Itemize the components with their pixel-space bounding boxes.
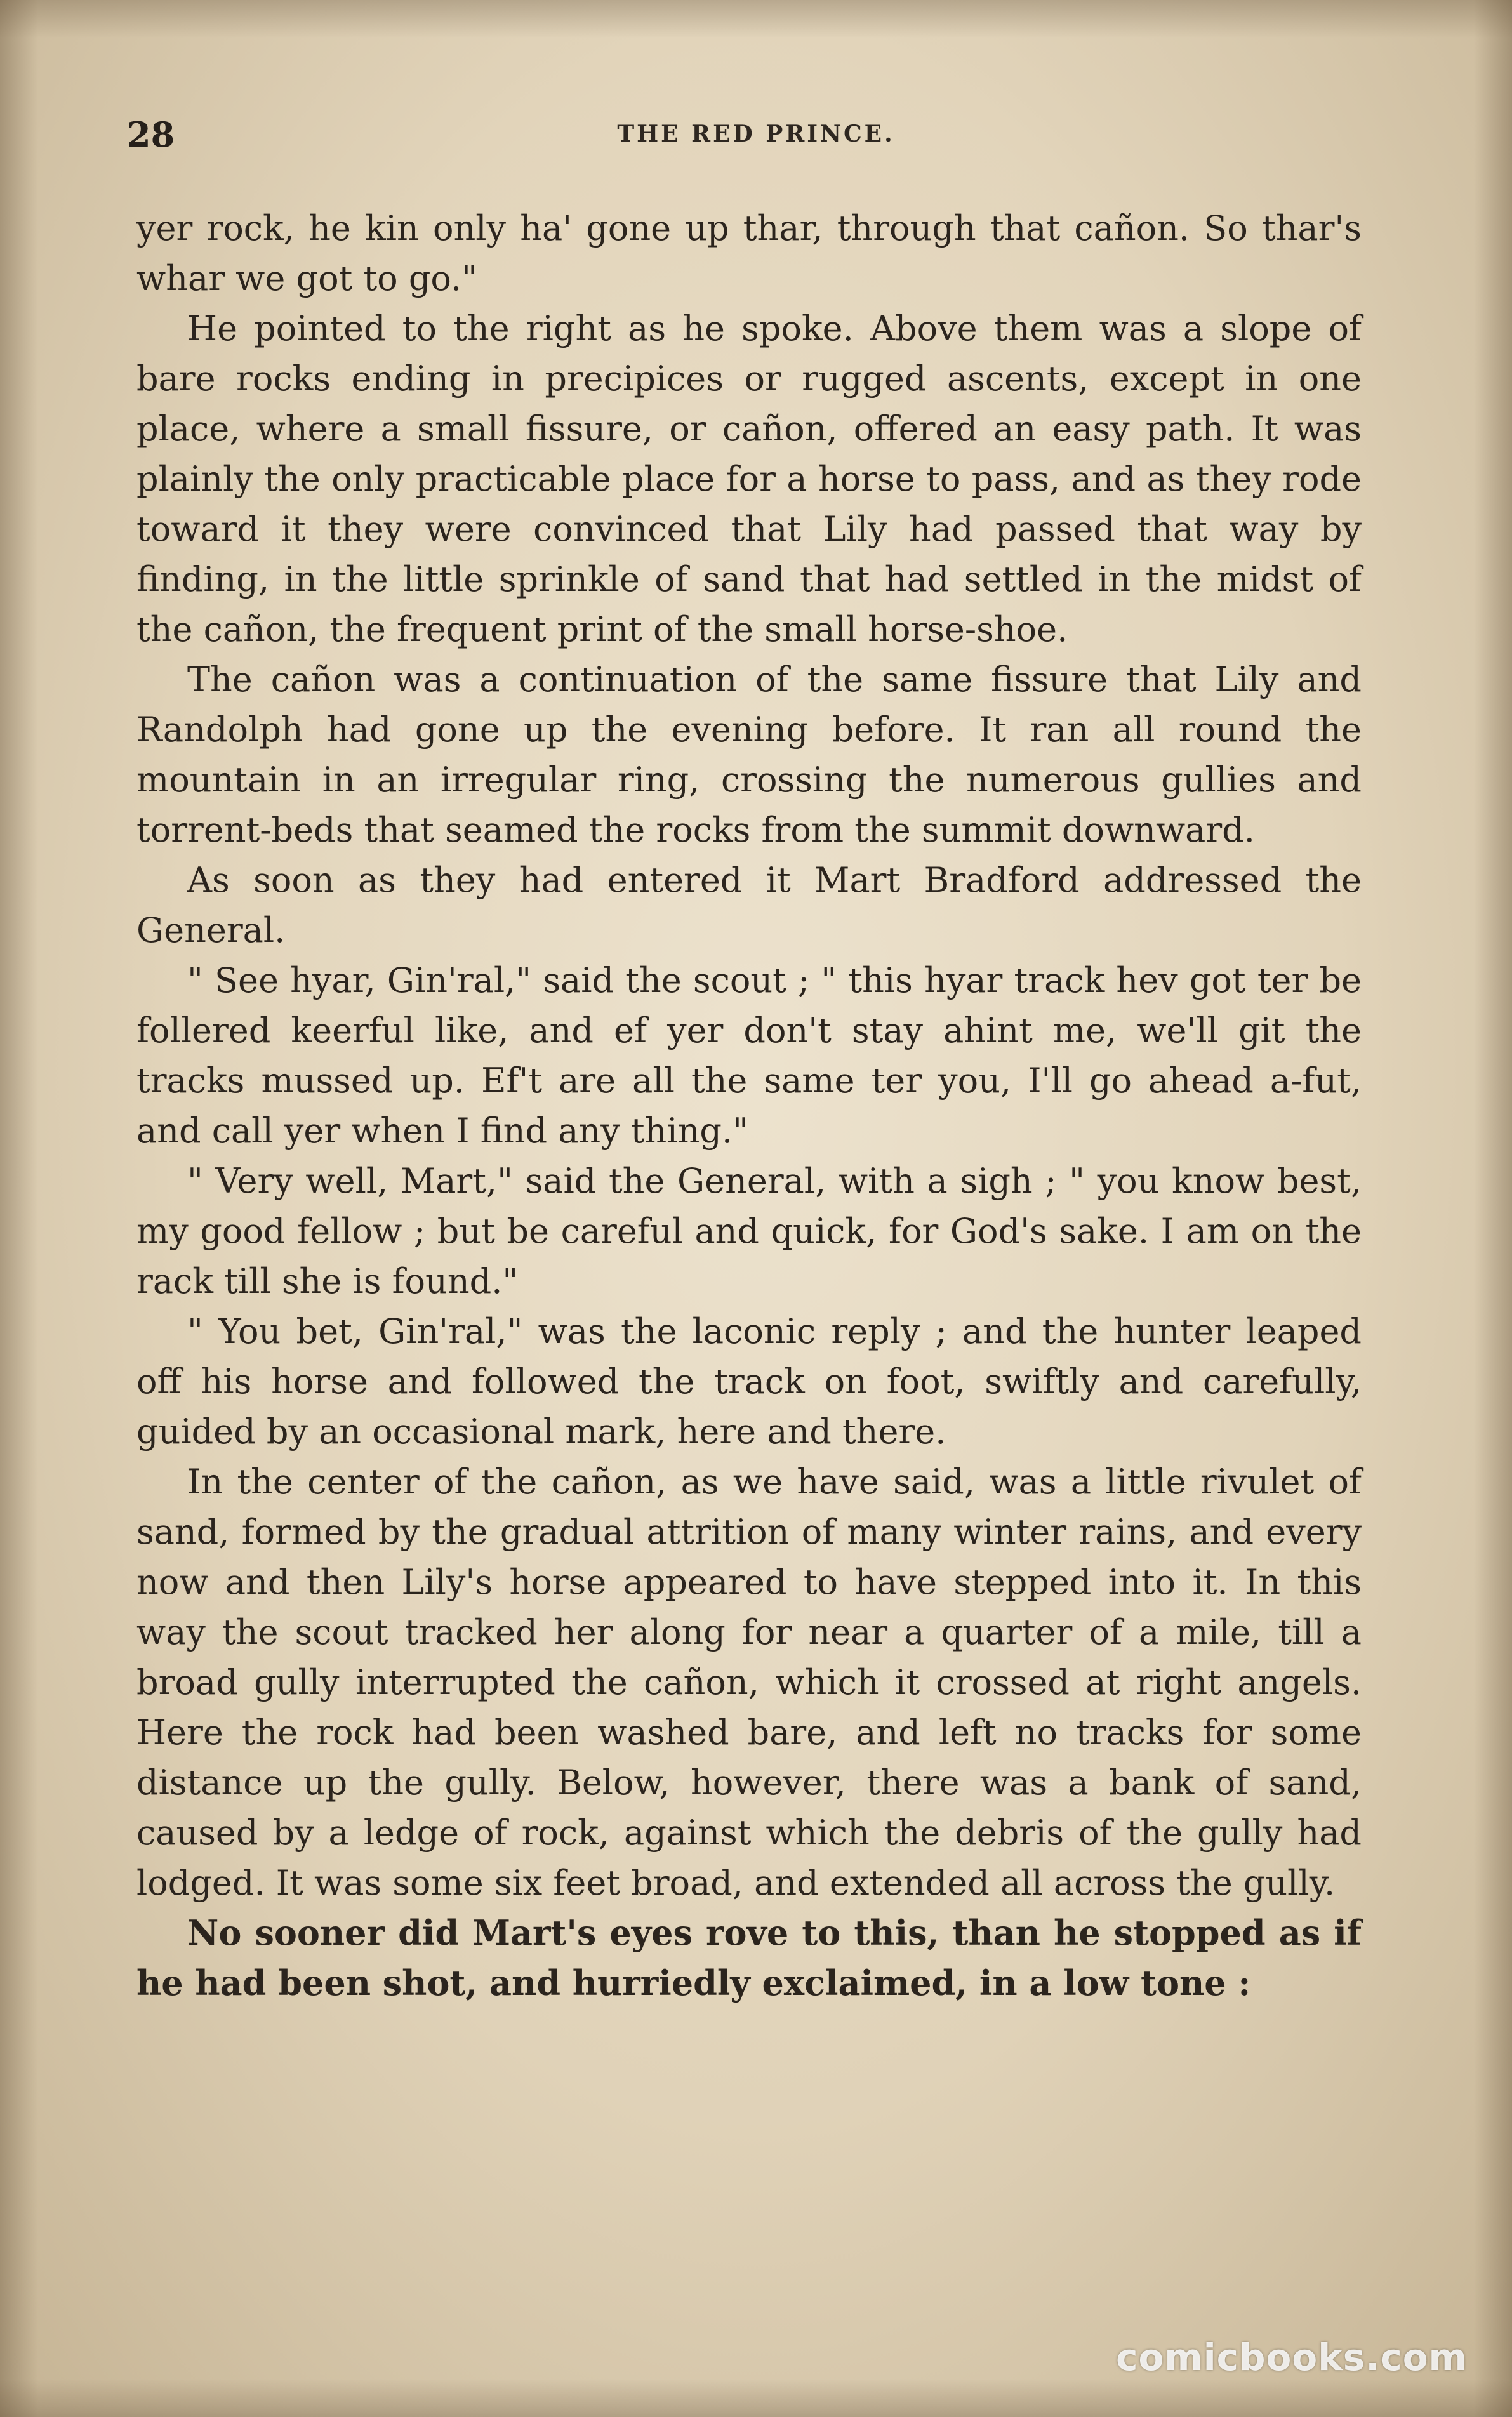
- paragraph-continuation: yer rock, he kin only ha' gone up thar, through that cañon. So thar's whar we got to go.": [136, 208, 1362, 298]
- paragraph-dialogue: " Very well, Mart," said the General, with a sigh ; " you know best, my good fellow ; but be careful and quick, for God's sake. I am on the rack till she is found.": [136, 1161, 1362, 1301]
- page-edge-shadow-left: [0, 0, 38, 2417]
- body-text: [136, 203, 1362, 2008]
- paragraph: In the center of the cañon, as we have said, was a little rivulet of sand, formed by the gradual attrition of many winter rains, and every now and then Lily's horse appeared to have stepped into it. In this way the scout tracked her along for near a quarter of a mile, till a broad gully interrupted the cañon, which it crossed at right angels. Here the rock had been washed bare, and left no tracks for some distance up the gully. Below, however, there was a bank of sand, caused by a ledge of rock, against which the debris of the gully had lodged. It was some six feet broad, and extended all across the gully.: [136, 1462, 1362, 1903]
- paragraph: He pointed to the right as he spoke. Above them was a slope of bare rocks ending in precipices or rugged ascents, except in one place, where a small fissure, or cañon, offered an easy path. It was plainly the only practicable place for a horse to pass, and as they rode toward it they were convinced that Lily had passed that way by finding, in the little sprinkle of sand that had settled in the midst of the cañon, the frequent print of the small horse-shoe.: [136, 308, 1362, 649]
- watermark: comicbooks.com: [1116, 2336, 1468, 2379]
- page-edge-shadow-top: [0, 0, 1512, 38]
- page-header: [127, 114, 1385, 159]
- paragraph: The cañon was a continuation of the same fissure that Lily and Randolph had gone up the evening before. It ran all round the mountain in an irregular ring, crossing the numerous gullies and torrent-beds that seamed the rocks from the summit downward.: [136, 659, 1362, 850]
- paragraph-dialogue: " You bet, Gin'ral," was the laconic reply ; and the hunter leaped off his horse and followed the track on foot, swiftly and carefully, guided by an occasional mark, here and there.: [136, 1311, 1362, 1452]
- page-edge-shadow-right: [1474, 0, 1512, 2417]
- paragraph: As soon as they had entered it Mart Bradford addressed the General.: [136, 860, 1362, 950]
- paragraph-dialogue: " See hyar, Gin'ral," said the scout ; " this hyar track hev got ter be follered keerful like, and ef yer don't stay ahint me, we'll git the tracks mussed up. Ef't are all the same ter you, I'll go ahead a-fut, and call yer when I find any thing.": [136, 960, 1362, 1151]
- paragraph: No sooner did Mart's eyes rove to this, than he stopped as if he had been shot, and hurriedly exclaimed, in a low tone :: [136, 1912, 1362, 2003]
- page-number: 28: [127, 114, 175, 155]
- running-title: THE RED PRINCE.: [617, 121, 895, 147]
- page-edge-shadow-bottom: [0, 2379, 1512, 2417]
